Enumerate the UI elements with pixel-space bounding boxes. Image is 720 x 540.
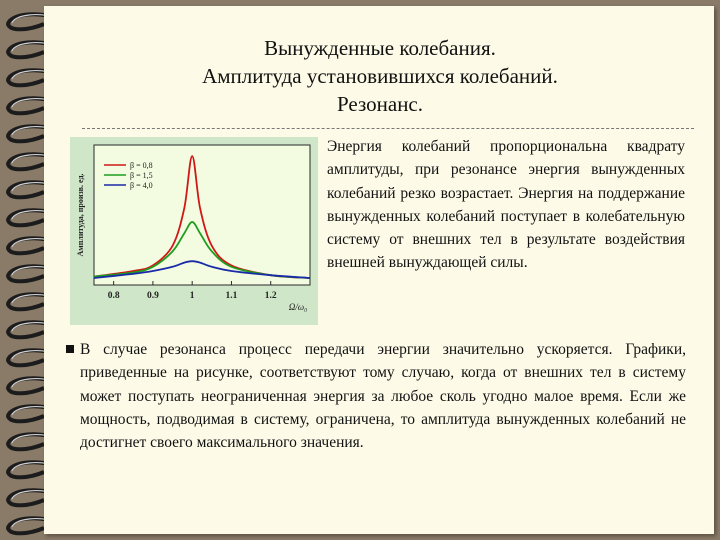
- chart-svg: [70, 137, 318, 325]
- paragraph-energy: Энергия колебаний пропорциональна квадрату амплитуды, при резонансе энергия вынужденных колебаний резко возрастает. Энергия на поддержание вынужденных колебаний поступает в колебательную систему от внешних тел в результате воздействия внешней вынуждающей силы.: [327, 138, 685, 272]
- x-tick-label: 1.1: [225, 291, 238, 301]
- x-tick-label: 0.9: [146, 291, 159, 301]
- x-tick-label: 1.2: [264, 291, 277, 301]
- legend-label-3: β = 4,0: [130, 181, 153, 190]
- x-axis-label: Ω/ω₀: [288, 302, 308, 312]
- title-line-3: Резонанс.: [336, 92, 424, 116]
- paragraph-resonance: В случае резонанса процесс передачи энергии значительно ускоряется. Графики, приведенные на рисунке, соответствуют тому случаю, когда от внешних тел в систему может поступать неограниченная энергия за любое сколь угодно малое время. Если же мощность, подводимая в систему, ограничена, то амплитуда вынужденных колебаний не достигнет своего максимального значения.: [80, 341, 686, 452]
- bullet-marker: [66, 345, 74, 353]
- title-divider: [82, 128, 694, 129]
- y-axis-label: Амплитуда, произв. ед.: [76, 173, 85, 257]
- resonance-chart: [70, 137, 318, 325]
- title-line-2: Амплитуда установившихся колебаний.: [202, 64, 558, 88]
- x-tick-label: 1: [189, 291, 195, 301]
- slide-title: [100, 34, 660, 118]
- title-line-1: Вынужденные колебания.: [264, 36, 496, 60]
- legend-label-1: β = 0,8: [130, 161, 153, 170]
- legend-label-2: β = 1,5: [130, 171, 153, 180]
- x-tick-label: 0.8: [107, 291, 120, 301]
